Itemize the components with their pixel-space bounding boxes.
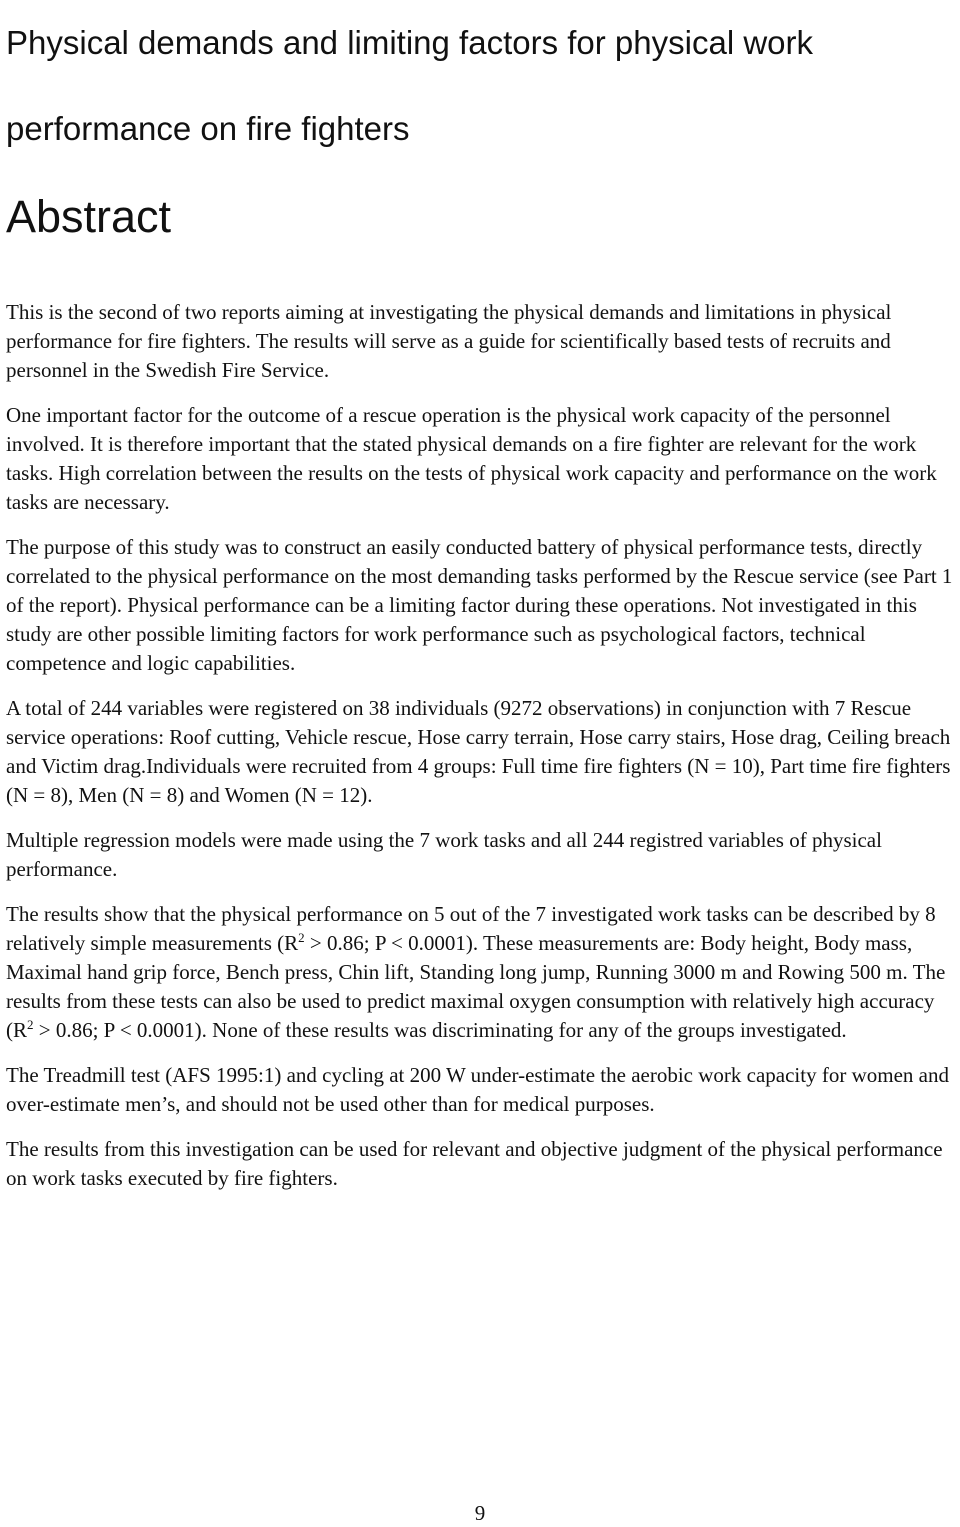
- results-text-part3: > 0.86; P < 0.0001). None of these results was discriminating for any of the groups investigated.: [33, 1018, 847, 1042]
- abstract-paragraph-results: [6, 900, 958, 1045]
- r-squared-superscript: 2: [298, 930, 305, 945]
- abstract-paragraph-intro: This is the second of two reports aiming at investigating the physical demands and limitations in physical performance for fire fighters. The results will serve as a guide for scientifically based tests of recruits and personnel in the Swedish Fire Service.: [6, 300, 892, 382]
- document-title: Physical demands and limiting factors for physical work performance on fire fighters: [6, 24, 814, 147]
- abstract-paragraph-treadmill: The Treadmill test (AFS 1995:1) and cycling at 200 W under-estimate the aerobic work capacity for women and over-estimate men’s, and should not be used other than for medical purposes.: [6, 1063, 949, 1116]
- abstract-body: [6, 298, 958, 1209]
- abstract-paragraph-conclusion: The results from this investigation can be used for relevant and objective judgment of the physical performance on work tasks executed by fire fighters.: [6, 1137, 943, 1190]
- abstract-paragraph-purpose: The purpose of this study was to construct an easily conducted battery of physical performance tests, directly correlated to the physical performance on the most demanding tasks performed by the Rescue service (see Part 1 of the report). Physical performance can be a limiting factor during these operations. Not investigated in this study are other possible limiting factors for work performance such as psychological factors, technical competence and logic capabilities.: [6, 535, 953, 675]
- abstract-paragraph-regression: Multiple regression models were made using the 7 work tasks and all 244 registred variables of physical performance.: [6, 828, 882, 881]
- abstract-paragraph-methods: A total of 244 variables were registered on 38 individuals (9272 observations) in conjunction with 7 Rescue service operations: Roof cutting, Vehicle rescue, Hose carry terrain, Hose carry stairs, Hose drag, Ceiling breach and Victim drag.Individuals were recruited from 4 groups: Full time fire fighters (N = 10), Part time fire fighters (N = 8), Men (N = 8) and Women (N = 12).: [6, 696, 951, 807]
- results-text-part1: The results show that the physical performance on 5 out of the 7 investigated work tasks can be described by 8 relatively simple measurements (R: [6, 902, 936, 955]
- abstract-heading: Abstract: [6, 191, 172, 242]
- r-squared-superscript: 2: [27, 1017, 34, 1032]
- results-text-part2: > 0.86; P < 0.0001). These measurements are: Body height, Body mass, Maximal hand grip force, Bench press, Chin lift, Standing long jump, Running 3000 m and Rowing 500 m. The results from these tests can also be used to predict maximal oxygen consumption with relatively high accuracy (R: [6, 931, 946, 1042]
- page-number: 9: [474, 1501, 486, 1525]
- abstract-paragraph-importance: One important factor for the outcome of a rescue operation is the physical work capacity of the personnel involved. It is therefore important that the stated physical demands on a fire fighter are relevant for the work tasks. High correlation between the results on the tests of physical work capacity and performance on the work tasks are necessary.: [6, 403, 937, 514]
